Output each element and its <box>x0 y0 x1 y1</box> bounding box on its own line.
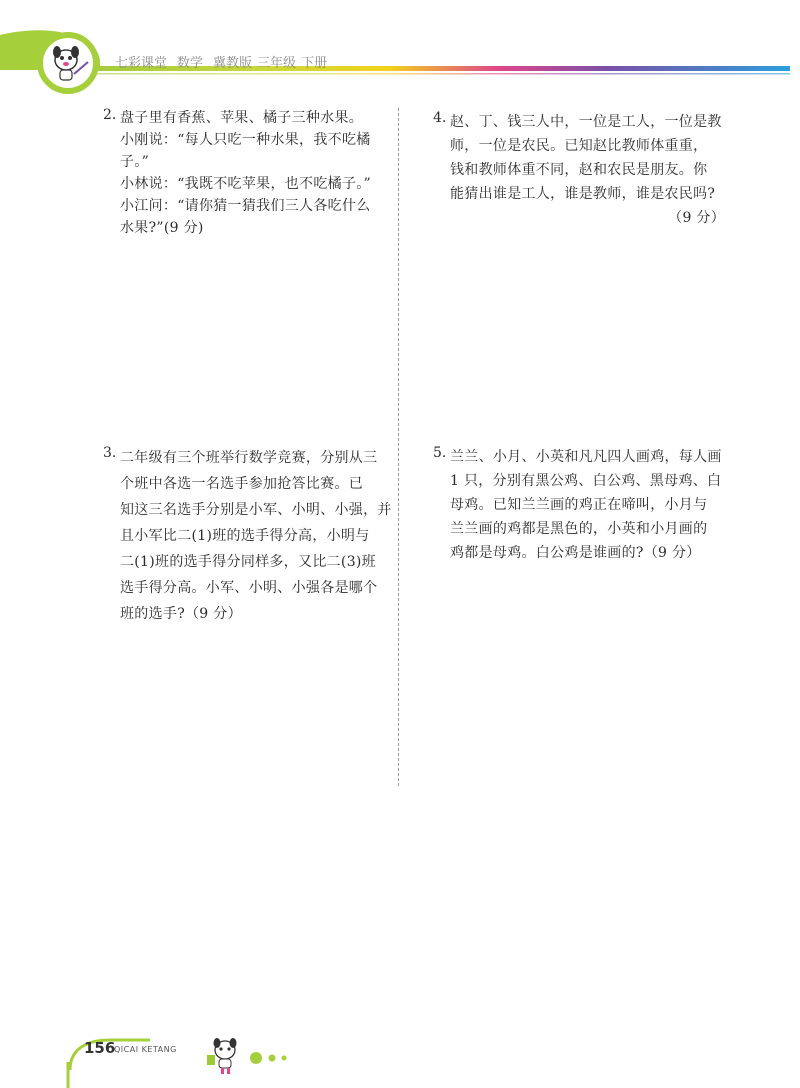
question-number: 3. <box>103 445 117 461</box>
question-line: 水果?”(9 分) <box>120 220 204 236</box>
column-divider <box>398 108 399 786</box>
page-number: 156 <box>84 1039 116 1057</box>
page-header <box>0 0 800 100</box>
header-decoration <box>0 0 800 100</box>
question-line: 师，一位是农民。已知赵比教师体重重， <box>450 138 708 154</box>
edition: 冀教版 <box>213 56 253 71</box>
question-line: 小林说：“我既不吃苹果，也不吃橘子。” <box>120 176 372 192</box>
question-line: 二年级有三个班举行数学竞赛，分别从三 <box>120 450 378 466</box>
question-line: 选手得分高。小军、小明、小强各是哪个 <box>120 580 378 596</box>
question-line: 钱和教师体重不同，赵和农民是朋友。你 <box>450 162 708 178</box>
question-line: 个班中各选一名选手参加抢答比赛。已 <box>120 476 364 492</box>
question-line: 鸡都是母鸡。白公鸡是谁画的?（9 分） <box>450 545 701 561</box>
question-number: 4. <box>433 110 447 126</box>
question-line: 兰兰、小月、小英和凡凡四人画鸡，每人画 <box>450 449 722 465</box>
question-3 <box>103 445 392 627</box>
question-5 <box>433 445 725 565</box>
brand-text: QICAI KETANG <box>114 1045 177 1054</box>
question-number: 5. <box>433 445 447 461</box>
question-line: 母鸡。已知兰兰画的鸡正在啼叫，小月与 <box>450 497 708 513</box>
footer-mascot-icon <box>207 1038 237 1074</box>
question-2 <box>103 107 390 239</box>
header-title <box>115 52 337 71</box>
question-4 <box>433 110 725 230</box>
question-number: 2. <box>103 107 117 123</box>
dot-icon <box>282 1056 287 1061</box>
question-line: 子。” <box>120 154 150 170</box>
question-line: 且小军比二(1)班的选手得分高，小明与 <box>120 528 370 544</box>
question-line: 兰兰画的鸡都是黑色的，小英和小月画的 <box>450 521 708 537</box>
grade: 三年级 <box>257 56 297 71</box>
dot-icon <box>269 1055 276 1062</box>
question-line: 班的选手?（9 分） <box>120 606 242 622</box>
question-line: 小刚说：“每人只吃一种水果，我不吃橘 <box>120 132 371 148</box>
question-score: （9 分） <box>668 210 725 226</box>
question-line: 能猜出谁是工人，谁是教师，谁是农民吗? <box>450 186 716 202</box>
dot-icon <box>250 1052 262 1064</box>
series-name: 七彩课堂 <box>115 56 168 71</box>
question-line: 赵、丁、钱三人中，一位是工人，一位是教 <box>450 114 722 130</box>
question-line: 知这三名选手分别是小军、小明、小强，并 <box>120 502 392 518</box>
question-line: 小江问：“请你猜一猜我们三人各吃什么 <box>120 198 371 214</box>
question-line: 二(1)班的选手得分同样多，又比二(3)班 <box>120 554 376 570</box>
subject: 数学 <box>177 56 204 71</box>
question-line: 盘子里有香蕉、苹果、橘子三种水果。 <box>120 110 364 126</box>
volume: 下册 <box>301 56 328 71</box>
question-line: 1 只，分别有黑公鸡、白公鸡、黑母鸡、白 <box>450 473 722 489</box>
